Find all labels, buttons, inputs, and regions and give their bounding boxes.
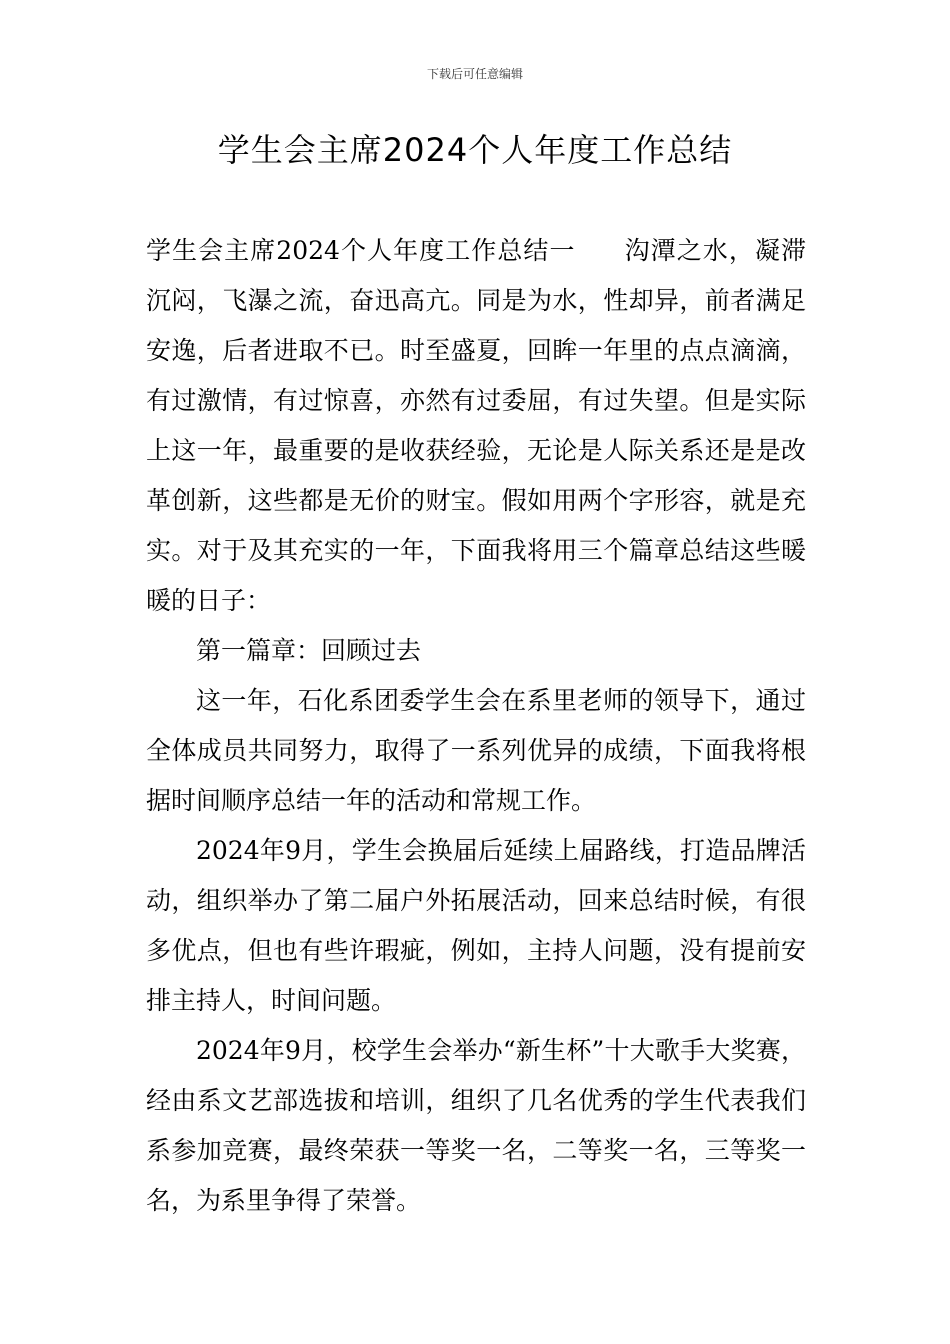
paragraph-intro [146,226,806,626]
intro-lead: 学生会主席2024个人年度工作总结一 [146,236,576,265]
header-note: 下载后可任意编辑 [426,67,523,81]
paragraph: 2024年9月，学生会换届后延续上届路线，打造品牌活动，组织举办了第二届户外拓展活动，回来总结时候，有很多优点，但也有些许瑕疵，例如，主持人问题，没有提前安排主持人，时间问题。 [146,836,806,1015]
paragraph: 2024年9月，校学生会举办“新生杯”十大歌手大奖赛，经由系文艺部选拔和培训，组织了几名优秀的学生代表我们系参加竞赛，最终荣获一等奖一名，二等奖一名，三等奖一名，为系里争得了荣誉。 [146,1036,806,1215]
document-title: 学生会主席2024个人年度工作总结 [217,131,733,169]
paragraph: 这一年，石化系团委学生会在系里老师的领导下，通过全体成员共同努力，取得了一系列优异的成绩，下面我将根据时间顺序总结一年的活动和常规工作。 [146,686,806,815]
intro-text: 沟潭之水，凝滞沉闷，飞瀑之流，奋迅高亢。同是为水，性却异，前者满足安逸，后者进取不已。时至盛夏，回眸一年里的点点滴滴，有过激情，有过惊喜，亦然有过委屈，有过失望。但是实际上这一年，最重要的是收获经验，无论是人际关系还是是改革创新，这些都是无价的财宝。假如用两个字形容，就是充实。对于及其充实的一年，下面我将用三个篇章总结这些暖暖的日子： [146,236,806,615]
section-heading: 第一篇章：回顾过去 [196,636,422,665]
document-body [146,226,806,1226]
